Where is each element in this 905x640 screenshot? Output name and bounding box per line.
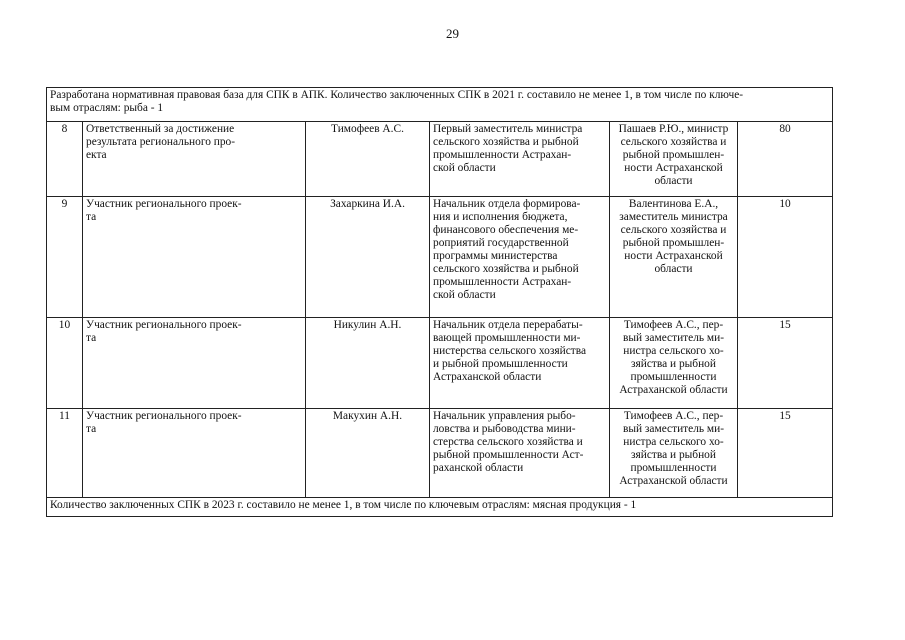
row-number: 10 xyxy=(47,318,83,409)
direct-supervisor: Тимофеев А.С., пер- вый заместитель ми- нистра сельского хо- зяйства и рыбной промышленности Астраханской области xyxy=(610,318,738,409)
direct-supervisor: Пашаев Р.Ю., министр сельского хозяйства и рыбной промышлен- ности Астраханской области xyxy=(610,122,738,197)
banner-row-top xyxy=(47,88,833,122)
row-number: 11 xyxy=(47,409,83,498)
project-role: Участник регионального проек- та xyxy=(83,197,306,318)
person-name: Захаркина И.А. xyxy=(306,197,430,318)
project-participants-table xyxy=(46,87,833,517)
table-row xyxy=(47,122,833,197)
person-name: Макухин А.Н. xyxy=(306,409,430,498)
table-row xyxy=(47,197,833,318)
table-row xyxy=(47,318,833,409)
person-position: Первый заместитель министра сельского хозяйства и рыбной промышленности Астрахан- ской области xyxy=(430,122,610,197)
employment-share: 10 xyxy=(738,197,833,318)
person-name: Никулин А.Н. xyxy=(306,318,430,409)
project-role: Участник регионального проек- та xyxy=(83,318,306,409)
project-role: Участник регионального проек- та xyxy=(83,409,306,498)
page-number: 29 xyxy=(446,26,459,41)
direct-supervisor: Валентинова Е.А., заместитель министра сельского хозяйства и рыбной промышлен- ности Астраханской области xyxy=(610,197,738,318)
person-position: Начальник отдела формирова- ния и исполнения бюджета, финансового обеспечения ме- роприятий государственной программы министерства сельского хозяйства и рыбной промышленности Астрахан- ской области xyxy=(430,197,610,318)
employment-share: 15 xyxy=(738,409,833,498)
person-position: Начальник отдела перерабаты- вающей промышленности ми- нистерства сельского хозяйства и рыбной промышленности Астраханской области xyxy=(430,318,610,409)
employment-share: 15 xyxy=(738,318,833,409)
banner-row-bottom xyxy=(47,498,833,517)
direct-supervisor: Тимофеев А.С., пер- вый заместитель ми- нистра сельского хо- зяйства и рыбной промышленности Астраханской области xyxy=(610,409,738,498)
row-number: 9 xyxy=(47,197,83,318)
person-name: Тимофеев А.С. xyxy=(306,122,430,197)
employment-share: 80 xyxy=(738,122,833,197)
person-position: Начальник управления рыбо- ловства и рыбоводства мини- стерства сельского хозяйства и рыбной промышленности Аст- раханской области xyxy=(430,409,610,498)
banner-top: Разработана нормативная правовая база для СПК в АПК. Количество заключенных СПК в 2021 г. составило не менее 1, в том числе по ключе- вым отраслям: рыба - 1 xyxy=(47,88,833,122)
table-row xyxy=(47,409,833,498)
banner-bottom: Количество заключенных СПК в 2023 г. составило не менее 1, в том числе по ключевым отраслям: мясная продукция - 1 xyxy=(47,498,833,517)
row-number: 8 xyxy=(47,122,83,197)
project-role: Ответственный за достижение результата регионального про- екта xyxy=(83,122,306,197)
